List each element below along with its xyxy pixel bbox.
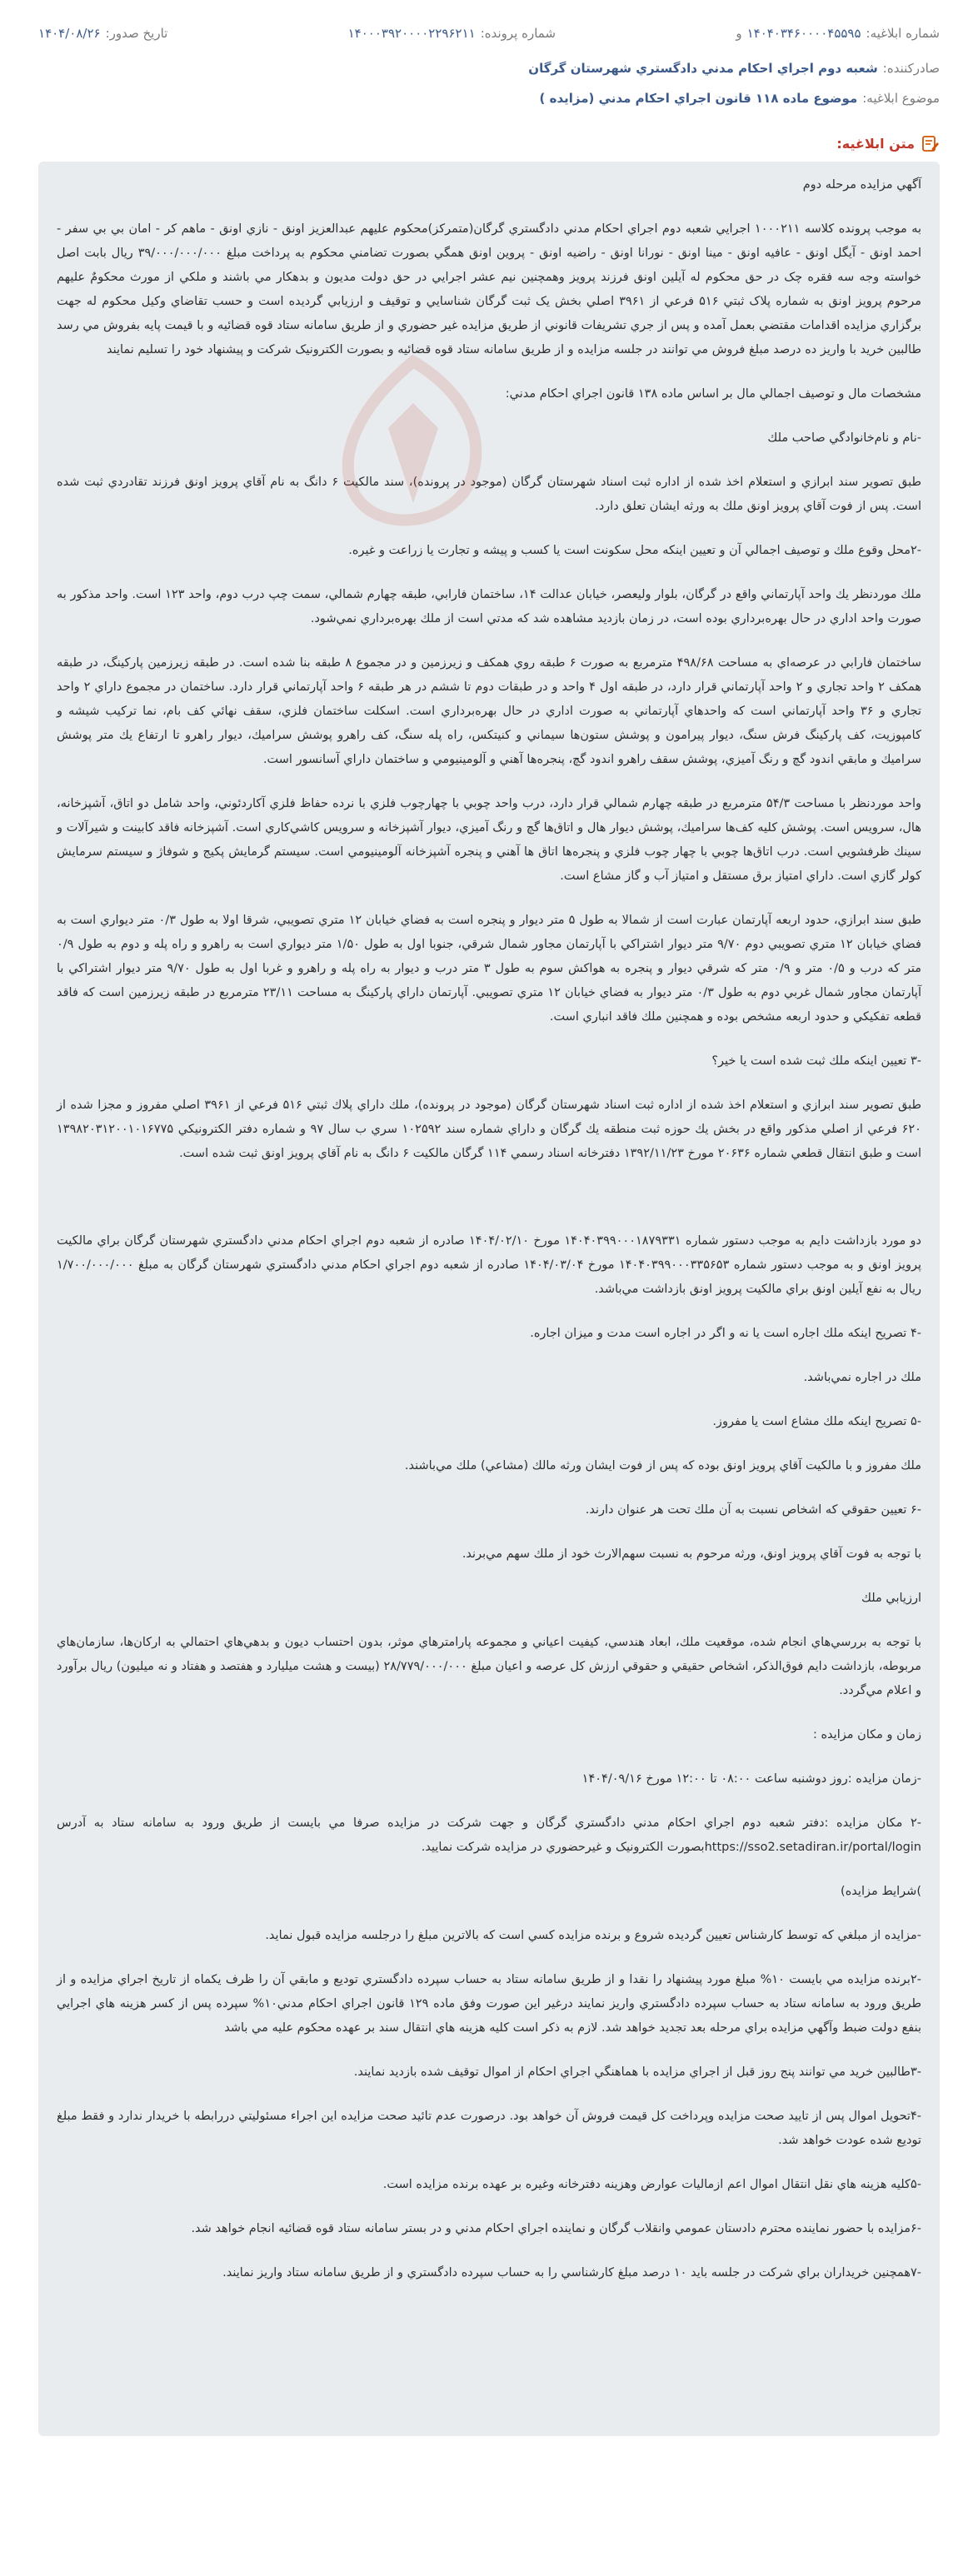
body-paragraph: -۲محل وقوع ملك و توصيف اجمالي آن و تعيين اينكه محل سكونت است يا كسب و پيشه و تجارت يا زراعت و غيره. [348, 544, 921, 557]
body-paragraph: -۷همچنين خريداران براي شرکت در جلسه بايد ۱۰ درصد مبلغ کارشناسي را به حساب سپرده دادگستري و از طريق سامانه ستاد واريز نمايند. [222, 2266, 921, 2280]
subject-row [38, 83, 940, 113]
issue-date [38, 26, 167, 41]
body-paragraph: -۳طالبين خريد مي توانند پنج روز قبل از اجراي مزايده با هماهنگي اجراي احكام از اموال توقيف شده بازديد نمايند. [353, 2065, 921, 2079]
spacer [57, 1186, 921, 1229]
body-paragraph: -۴ تصريح اينكه ملك اجاره است يا نه و اگر در اجاره است مدت و ميزان اجاره. [530, 1327, 921, 1340]
issuer-row [38, 53, 940, 83]
subject-label: موضوع ابلاغیه: [862, 91, 940, 106]
case-number [348, 26, 556, 41]
body-paragraph: دو مورد بازداشت دايم به موجب دستور شماره ۱۴۰۴۰۳۹۹۰۰۰۱۸۷۹۳۳۱ مورخ ۱۴۰۴/۰۲/۱۰ صادره از شعبه دوم اجراي احكام مدني دادگستري شهرستان گرگان براي مالكيت پرويز اونق و به موجب دستور شماره ۱۴۰۴۰۳۹۹۰۰۰۳۳۵۶۵۳ مورخ ۱۴۰۴/۰۳/۰۴ صادره از شعبه دوم اجراي احكام مدني دادگستري شهرستان گرگان به مبلغ ۱/۷۰۰/۰۰۰/۰۰۰ ريال به نفع آيلين اونق براي مالكيت پرويز اونق بازداشت مي‌باشد. [57, 1234, 921, 1296]
body-paragraph: واحد موردنظر با مساحت ۵۴/۳ مترمربع در طبقه چهارم شمالي قرار دارد، درب واحد چوبي با چهارچوب فلزي با نرده حفاظ فلزي آكاردئوني، واحد شامل دو اتاق، آشپزخانه، هال، سرويس است. پوشش كليه كف‌ها سراميك، پوشش ديوار هال و اتاق‌ها گچ و رنگ آميزي، ديوار آشپزخانه و سرويس كاشي‌كاري است. آشپزخانه فاقد كابينت و شيرآلات و سينك ظرفشويي است. درب اتاق‌ها چوبي با چهار چوب فلزي و پنجره‌ها اتاق ها آهني و پنجره آشپزخانه آلومينيومي است. سيستم گرمايش پكيج و شوفاژ و سيستم سرمايش كولر گازي است. داراي امتياز برق مستقل و امتياز آب و گاز مشاع است. [57, 797, 921, 883]
body-paragraph: زمان و مکان مزايده : [812, 1728, 921, 1741]
body-paragraph: ملك مفروز و با مالكيت آقاي پرويز اونق بوده كه پس از فوت ايشان ورثه مالك (مشاعي) ملك مي‌باشند. [404, 1459, 921, 1472]
section-title: متن ابلاغیه: [836, 135, 915, 152]
body-paragraph: -۲برنده مزايده مي بايست ۱۰% مبلغ مورد پيشنهاد را نقدا و از طريق سامانه ستاد به حساب سپرده دادگستري توديع و مابقي آن را ظرف يكماه از تاريخ اجراي مزايده و از طريق ورود به سامانه ستاد به حساب سپرده دادگستري واريز نمايند درغير اين صورت وفق ماده ۱۲۹ قانون اجراي احكام مدني۱۰% سپرده پس از كسر هزينه هاي اجرايي بنفع دولت ضبط وآگهي مزايده براي مرحله بعد تجديد خواهد شد. لازم به ذكر است كليه هزينه هاي انتقال سند بر عهده محكوم عليه مي باشد [57, 1973, 921, 2035]
and-connector: و [736, 26, 742, 41]
body-paragraph: -۲ مکان مزايده :دفتر شعبه دوم اجراي احکام مدني دادگستري گرگان و جهت شرکت در مزايده صرفا مي بايست از طريق ورود به سامانه ستاد به آدرس https://sso2.setadiran.ir/portal/loginبصورت الکترونيک و غيرحضوري در مزايده شرکت نماييد. [57, 1816, 921, 1854]
body-paragraph: ساختمان فارابي در عرصه‌اي به مساحت ۴۹۸/۶۸ مترمربع به صورت ۶ طبقه روي همكف و زيرزمين و در مجموع ۸ طبقه بنا شده است. در طبقه زيرزمين پاركينگ، در طبقه همكف ۲ واحد تجاري و ۲ واحد آپارتماني قرار دارد، در طبقه اول ۴ واحد و در طبقات دوم تا ششم در هر طبقه ۶ واحد آپارتماني قرار دارد. ساختمان در مجموع داراي ۲ واحد تجاري و ۳۶ واحد آپارتماني است كه واحدهاي آپارتماني به صورت اداري در حال بهره‌برداري است. اسكلت ساختمان فلزي، سقف نهائي كف بام، نما تركيب شيشه و كامپوزيت، كف پاركينگ فرش سنگ، ديوار پيرامون و پوشش ستون‌ها سيماني و كنيتكس، راه پله سنگ، كف راهرو پوشش سراميك، ديوار راهرو تا ارتفاع يك متر پوشش سراميك و مابقي اندود گچ و رنگ آميزي، پوشش سقف راهرو اندود گچ، پنجره‌ها آهني و آلومينيومي و ساختمان داراي آسانسور است. [57, 656, 922, 766]
subject-value: موضوع ماده ۱۱۸ قانون اجراي احكام مدني (مزايده ) [539, 91, 858, 106]
body-paragraph: با توجه به بررسي‌هاي انجام شده، موقعيت ملك، ابعاد هندسي، كيفيت اعياني و مجموعه پارامترهاي موثر، بدون احتساب ديون و بدهي‌هاي احتمالي به اركان‌ها، سازمان‌هاي مربوطه، بازداشت دايم فوق‌الذكر، اشخاص حقيقي و حقوقي ارزش كل عرصه و اعيان مبلغ ۲۸/۷۷۹/۰۰۰/۰۰۰ (بيست و هشت ميليارد و هفتصد و هفتاد و نه ميليون) ريال برآورد و اعلام مي‌گردد. [57, 1636, 921, 1697]
body-paragraph: -۵كليه هزينه هاي نقل انتقال اموال اعم ازمالیات عوارض وهزینه دفترخانه وغیره بر عهده برنده مزايده است. [382, 2178, 921, 2191]
body-paragraph: )شرايط مزايده) [841, 1885, 921, 1898]
body-paragraph: ارزيابي ملك [861, 1592, 921, 1605]
notice-body [38, 162, 940, 2436]
body-paragraph: -زمان مزايده :روز دوشنبه ساعت ۰۸:۰۰ تا ۱۲:۰۰ مورخ ۱۴۰۴/۰۹/۱۶ [581, 1772, 921, 1786]
notice-number-value: ۱۴۰۴۰۳۴۶۰۰۰۰۴۵۵۹۵ [746, 26, 861, 41]
section-header [38, 132, 940, 155]
body-paragraph: -۶ تعيين حقوقي كه اشخاص نسبت به آن ملك تحت هر عنوان دارند. [585, 1503, 921, 1517]
notice-number-label: شماره ابلاغیه: [866, 26, 940, 41]
body-paragraph: -نام و نام‌خانوادگي صاحب ملك [767, 431, 921, 445]
body-paragraph: مشخصات مال و توصيف اجمالي مال بر اساس ماده ۱۳۸ قانون اجراي احکام مدني: [505, 387, 921, 401]
body-paragraph: -۴تحويل اموال پس از تاييد صحت مزايده وپرداخت كل قيمت فروش آن خواهد بود. درصورت عدم تائيد صحت مزايده اين اجراء مسئوليتي دررابطه با خريدار ندارد و فقط مبلغ توديع شده عودت خواهد شد. [57, 2110, 921, 2147]
body-paragraph: به موجب پرونده کلاسه ۱۰۰۰۲۱۱ اجرايي شعبه دوم اجراي احکام مدني دادگستري گرگان(متمرکز)محکوم عليهم عبدالعزيز اونق - نازي اونق - ماهم کر - امان بي بي سفر - احمد اونق - آيگل اونق - عافيه اونق - مينا اونق - نورانا اونق - راضيه اونق - پروين اونق همگي بصورت تضامني محكوم به پرداخت مبلغ ۳۹/۰۰۰/۰۰۰/۰۰۰ ريال بابت اصل خواسته وجه سه فقره چک در حق محکوم له آيلين اونق فرزند پرويز وهمچنين نيم عشر اجرايي در حق دولت مديون و بدهکار مي باشند و ملکي از مورث محکومٌ عليهم مرحوم پرويز اونق به شماره پلاک ثبتي ۵۱۶ فرعي از ۳۹۶۱ اصلي بخش يک ثبت گرگان شناسايي و توقيف و ارزيابي گرديده است و حسب تقاضاي وکيل محكوم له جهت برگزاري مزايده اقدامات مقتضي بعمل آمده و پس از جري تشريفات قانوني از طريق مزايده غير حضوري و از طريق سامانه ستاد قوه قضائيه و با قيمت پايه بفروش مي رسد طالبين خريد با واريز ده درصد مبلغ فروش مي توانند در جلسه مزايده و از طريق سامانه ستاد قوه قضائيه و بصورت الکترونيک شرکت و پيشنهاد خود را تسليم نمايند [57, 222, 922, 356]
header-meta-row [38, 22, 940, 45]
issuer-label: صادرکننده: [882, 61, 940, 76]
case-number-label: شماره پرونده: [480, 26, 556, 41]
body-paragraph: طبق تصوير سند ابرازي و استعلام اخذ شده از اداره ثبت اسناد شهرستان گرگان (موجود در پرونده)، ملك داراي پلاك ثبتي ۵۱۶ فرعي از ۳۹۶۱ اصلي مفروز و مجزا شده از ۶۲۰ فرعي از اصلي مذكور واقع در بخش يك حوزه ثبت منطقه يك گرگان و داراي شماره سند ۱۰۲۵۹۲ سري ب سال ۹۷ و شماره دفتر الكترونيكي ۱۳۹۸۲۰۳۱۲۰۰۱۰۱۶۷۷۵ است و طبق انتقال قطعي شماره ۲۰۶۳۶ مورخ ۱۳۹۲/۱۱/۲۳ دفترخانه اسناد رسمي ۱۱۴ گرگان مالكيت ۶ دانگ به نام آقاي پرويز اونق ثبت شده است. [57, 1099, 922, 1160]
body-paragraph: ملك در اجاره نمي‌باشد. [803, 1371, 921, 1384]
body-paragraph: طبق سند ابرازي، حدود اربعه آپارتمان عبارت است از شمالا به طول ۵ متر ديوار و پنجره است به فضاي خيابان ۱۲ متري تصويبي، شرقا اولا به طول ۰/۳ متر ديواري است به فضاي خيابان ۱۲ متري تصويبي دوم ۹/۷۰ متر ديوار اشتراكي با آپارتمان مجاور شمال شرقي، جنوبا اول به طول ۱/۵۰ متر ديواري است به راهرو و راه پله و دوم به طول ۰/۹ متر كه درب و ۰/۵ متر و ۰/۹ متر كه شرقي ديوار و پنجره به هواكش سوم به طول ۳ متر درب و ديوار به راه پله و راهرو و غربا اول به طول ۹/۷۰ متر ديوار اشتراكي با آپارتمان مجاور شمال غربي دوم به طول ۰/۳ متر ديوار به فضاي خيابان ۱۲ متري تصويبي. آپارتمان داراي پاركينگ به مساحت ۲۳/۱۱ مترمربع در طبقه زيرزمين است كه فاقد قطعه تفكيكي و حدود اربعه مشخص بوده و همچنين ملك فاقد انباري است. [57, 914, 921, 1024]
case-number-value: ۱۴۰۰۰۳۹۲۰۰۰۰۲۲۹۶۲۱۱ [347, 26, 476, 41]
body-paragraph: -۳ تعيين اينكه ملك ثبت شده است يا خير؟ [711, 1054, 921, 1068]
body-paragraph: -مزايده از مبلغي که توسط کارشناس تعيين گرديده شروع و برنده مزايده کسي است که بالاترين مبلغ را درجلسه مزايده قبول نمايد. [265, 1929, 921, 1942]
issue-date-value: ۱۴۰۴/۰۸/۲۶ [38, 26, 101, 41]
issue-date-label: تاریخ صدور: [105, 26, 168, 41]
body-paragraph: طبق تصوير سند ابرازي و استعلام اخذ شده از اداره ثبت اسناد شهرستان گرگان (موجود در پرونده)، سند مالكيت ۶ دانگ به نام آقاي پرويز اونق فرزند تقادردي ثبت شده است. پس از فوت آقاي پرويز اونق ملك به ورثه ايشان تعلق دارد. [57, 476, 921, 513]
issuer-value: شعبه دوم اجراي احكام مدني دادگستري شهرستان گرگان [528, 61, 878, 76]
body-paragraph: -۵ تصريح اينكه ملك مشاع است يا مفروز. [712, 1415, 921, 1428]
notice-number [736, 26, 940, 41]
body-paragraph: -۶مزايده با حضور نماينده محترم دادستان عمومي وانقلاب گرگان و نماينده اجراي احکام مدني و در بستر سامانه ستاد قوه قضائيه انجام خواهد شد. [191, 2222, 921, 2235]
body-paragraph: ملك موردنظر يك واحد آپارتماني واقع در گرگان، بلوار وليعصر، خيابان عدالت ۱۴، ساختمان فارابي، طبقه چهارم شمالي، سمت چپ درب دوم، واحد ۱۲۳ است. واحد مذكور به صورت واحد اداري در حال بهره‌برداري بوده است، در زمان بازديد مشاهده شد كه مدتي است از ملك بهره‌برداري نمي‌شود. [57, 588, 921, 625]
body-paragraph: آگهي مزايده مرحله دوم [802, 178, 921, 192]
document-edit-icon [921, 134, 940, 152]
body-paragraph: با توجه به فوت آقاي پرويز اونق، ورثه مرحوم به نسبت سهم‌الارث خود از ملك سهم مي‌برند. [462, 1547, 921, 1561]
